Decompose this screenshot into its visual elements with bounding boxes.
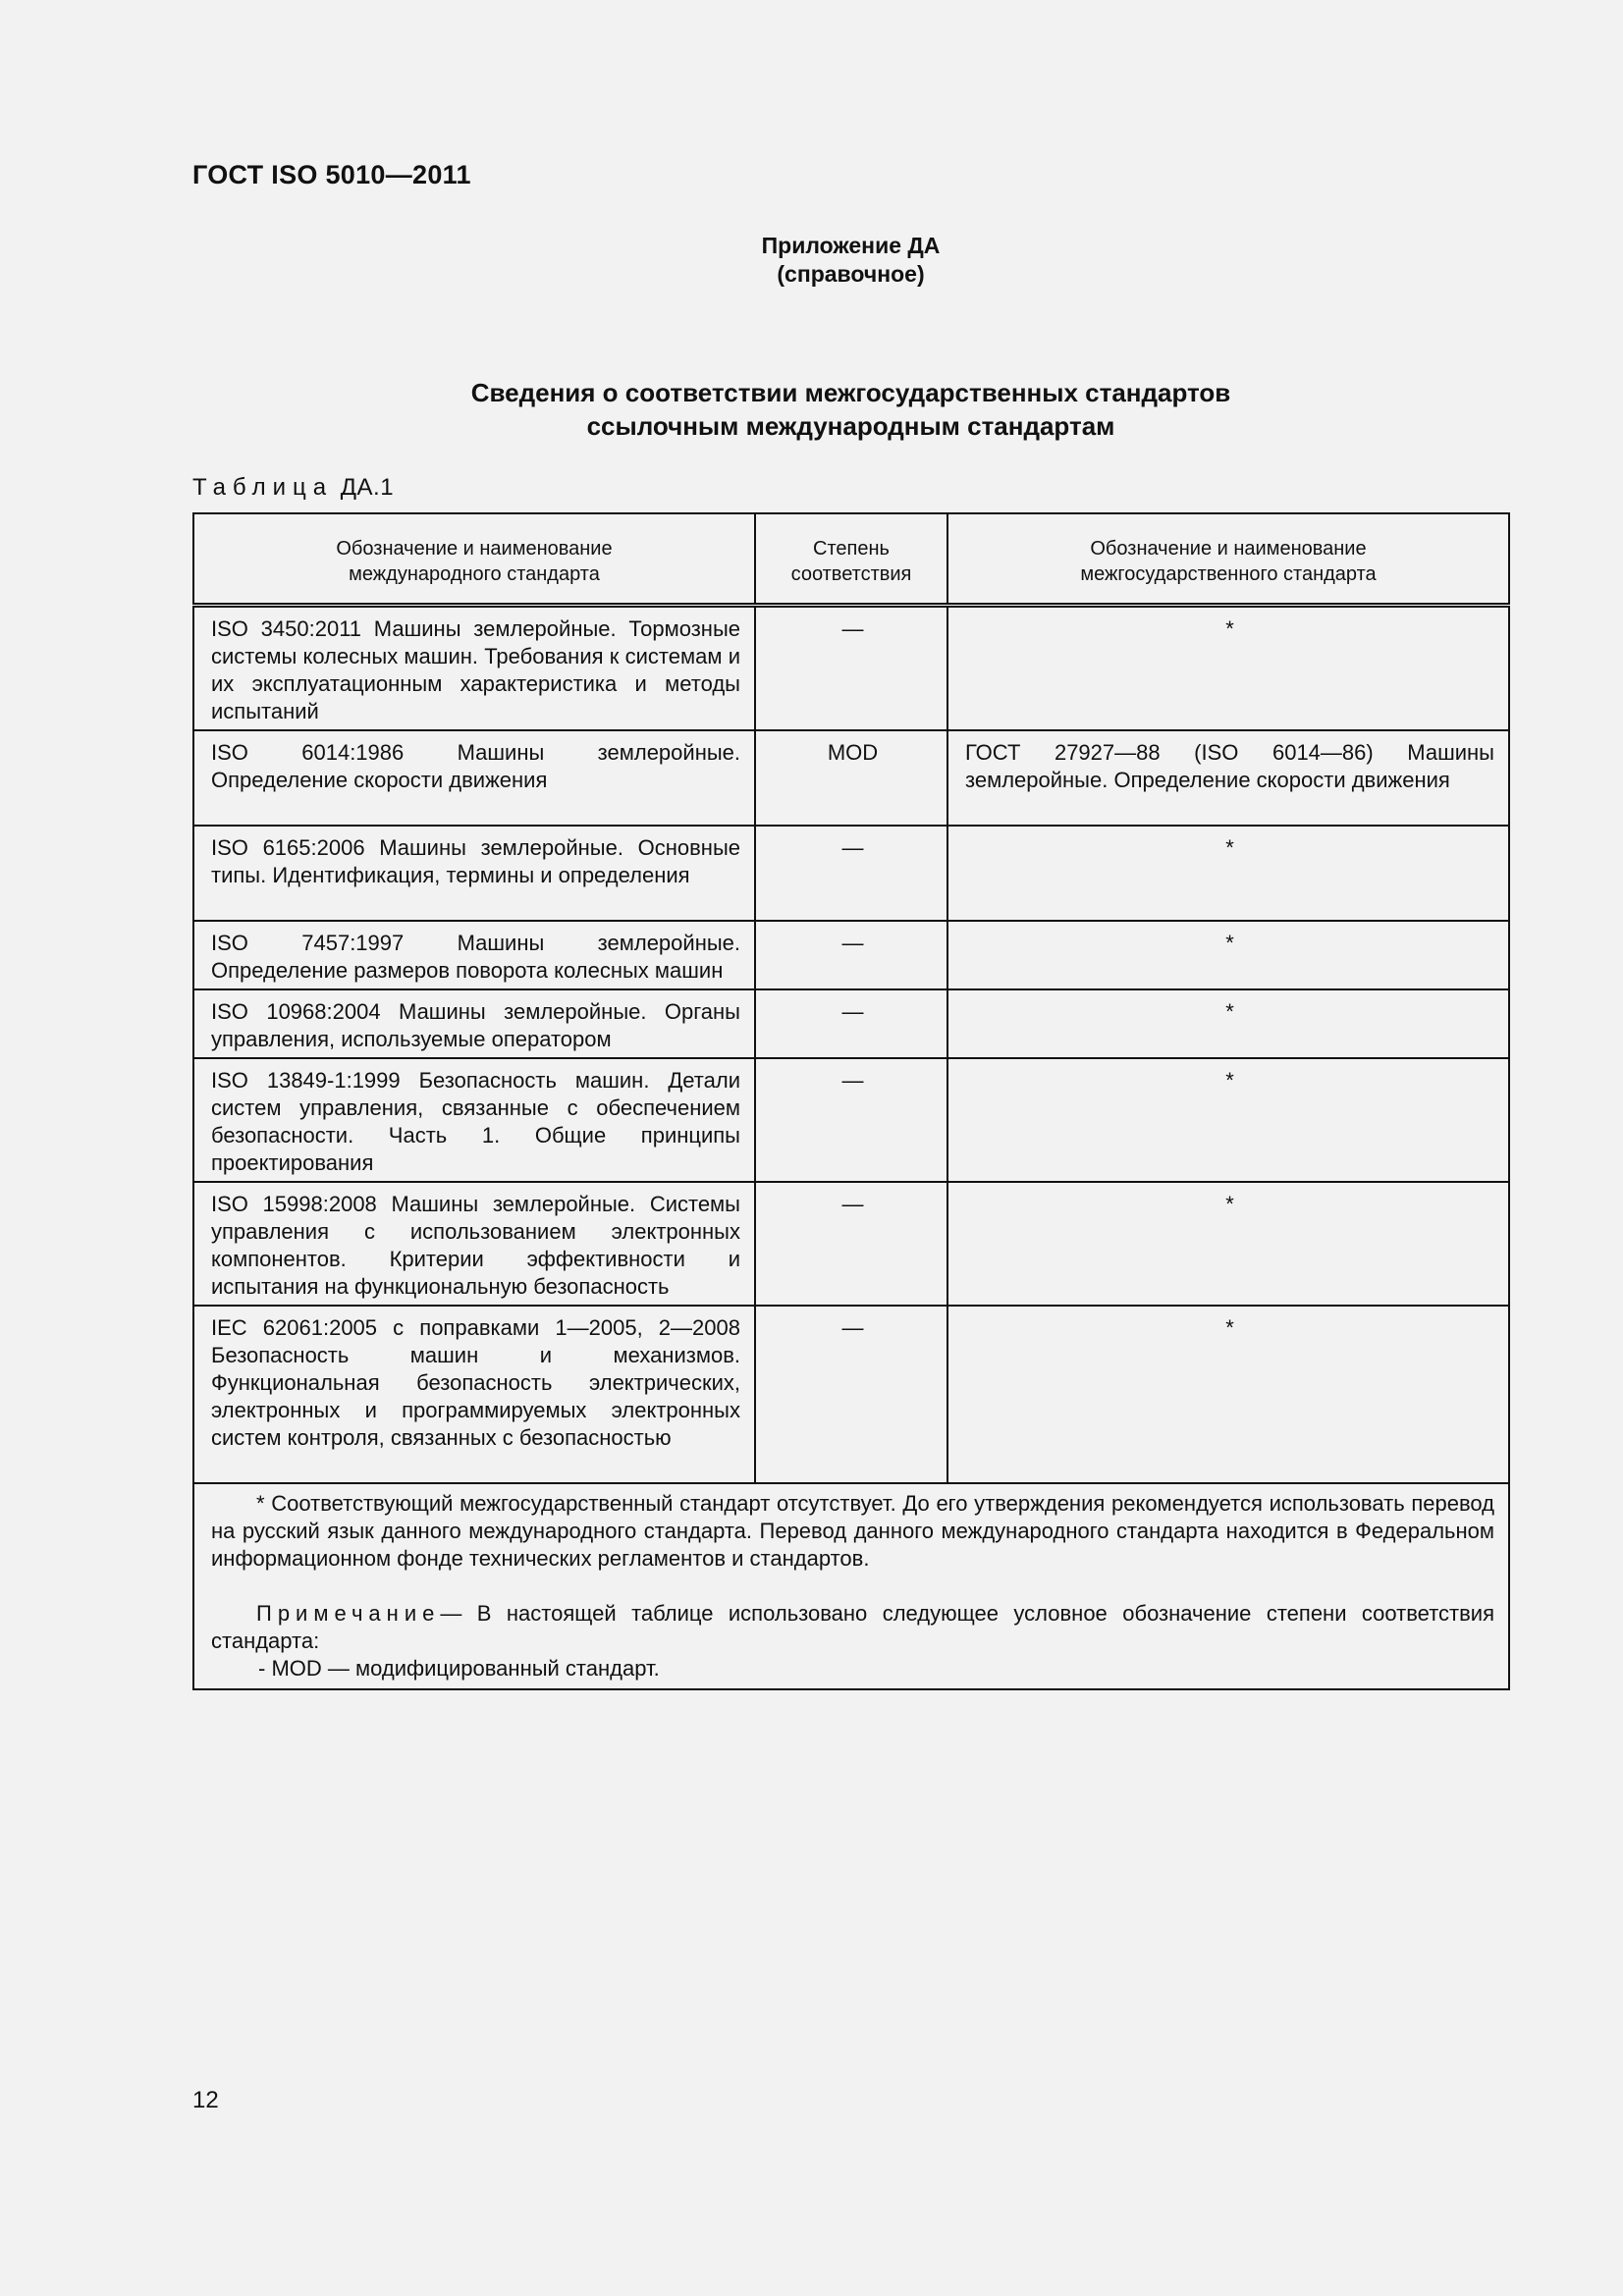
- cell-interstate: ГОСТ 27927—88 (ISO 6014—86) Машины землеройные. Определение скорости движения: [947, 730, 1509, 826]
- table-row: [193, 921, 1509, 989]
- note-paragraph: [211, 1600, 1494, 1655]
- appendix-heading: [0, 232, 1623, 289]
- header-col1-line2: международного стандарта: [349, 563, 600, 585]
- table-row: [193, 989, 1509, 1058]
- cell-interstate: *: [947, 989, 1509, 1058]
- cell-degree: —: [755, 1306, 947, 1483]
- note-text: — В настоящей таблице использовано следующее условное обозначение степени соответствия стандарта:: [211, 1601, 1494, 1653]
- table-row: [193, 826, 1509, 921]
- note-item: - MOD — модифицированный стандарт.: [258, 1656, 660, 1681]
- page-number: 12: [192, 2087, 219, 2113]
- appendix-title: Приложение ДА: [761, 233, 941, 258]
- header-international-standard: [193, 513, 755, 606]
- footnote-text: * Соответствующий межгосударственный стандарт отсутствует. До его утверждения рекомендуется использовать перевод на русский язык данного международного стандарта. Перевод данного международного стандарта находится в Федеральном информационном фонде технических регламентов и стандартов.: [211, 1491, 1494, 1571]
- cell-degree: —: [755, 606, 947, 731]
- correspondence-table: [192, 512, 1510, 1690]
- cell-degree: —: [755, 826, 947, 921]
- cell-interstate: *: [947, 606, 1509, 731]
- table-row: [193, 1306, 1509, 1483]
- cell-degree: MOD: [755, 730, 947, 826]
- table-footnote-cell: [193, 1483, 1509, 1689]
- section-title-line-2: ссылочным международным стандартам: [586, 411, 1115, 441]
- cell-international: IEC 62061:2005 с поправками 1—2005, 2—2008 Безопасность машин и механизмов. Функциональная безопасность электрических, электронных и программируемых электронных систем контроля, связанных с безопасностью: [193, 1306, 755, 1483]
- cell-international: ISO 7457:1997 Машины землеройные. Определение размеров поворота колесных машин: [193, 921, 755, 989]
- cell-degree: —: [755, 1182, 947, 1306]
- header-col3-line1: Обозначение и наименование: [1090, 538, 1367, 560]
- cell-international: ISO 13849-1:1999 Безопасность машин. Детали систем управления, связанные с обеспечением безопасности. Часть 1. Общие принципы проектирования: [193, 1058, 755, 1182]
- cell-interstate: *: [947, 1306, 1509, 1483]
- cell-international: ISO 10968:2004 Машины землеройные. Органы управления, используемые оператором: [193, 989, 755, 1058]
- document-header: ГОСТ ISO 5010—2011: [192, 160, 471, 189]
- header-col3-line2: межгосударственного стандарта: [1080, 563, 1377, 585]
- section-title: [0, 376, 1623, 443]
- header-interstate-standard: [947, 513, 1509, 606]
- appendix-type: (справочное): [777, 261, 925, 287]
- header-degree: [755, 513, 947, 606]
- cell-international: ISO 15998:2008 Машины землеройные. Системы управления с использованием электронных компонентов. Критерии эффективности и испытания на функциональную безопасность: [193, 1182, 755, 1306]
- table-caption: [192, 474, 394, 502]
- cell-degree: —: [755, 921, 947, 989]
- table-caption-word: Таблица: [192, 474, 334, 501]
- cell-interstate: *: [947, 1058, 1509, 1182]
- cell-degree: —: [755, 989, 947, 1058]
- cell-degree: —: [755, 1058, 947, 1182]
- cell-international: ISO 3450:2011 Машины землеройные. Тормозные системы колесных машин. Требования к системам и их эксплуатационным характеристика и методы испытаний: [193, 606, 755, 731]
- section-title-line-1: Сведения о соответствии межгосударственных стандартов: [470, 378, 1231, 407]
- table-row: [193, 606, 1509, 731]
- note-label: Примечание: [256, 1601, 441, 1626]
- cell-international: ISO 6014:1986 Машины землеройные. Определение скорости движения: [193, 730, 755, 826]
- cell-interstate: *: [947, 826, 1509, 921]
- cell-international: ISO 6165:2006 Машины землеройные. Основные типы. Идентификация, термины и определения: [193, 826, 755, 921]
- header-col1-line1: Обозначение и наименование: [336, 538, 613, 560]
- header-col2-line1: Степень: [813, 538, 890, 560]
- table-row: [193, 1058, 1509, 1182]
- table-header-row: [193, 513, 1509, 606]
- header-col2-line2: соответствия: [790, 563, 912, 585]
- cell-interstate: *: [947, 921, 1509, 989]
- table-caption-number: ДА.1: [340, 474, 395, 501]
- table-row: [193, 730, 1509, 826]
- table-footer-row: [193, 1483, 1509, 1689]
- cell-interstate: *: [947, 1182, 1509, 1306]
- table-row: [193, 1182, 1509, 1306]
